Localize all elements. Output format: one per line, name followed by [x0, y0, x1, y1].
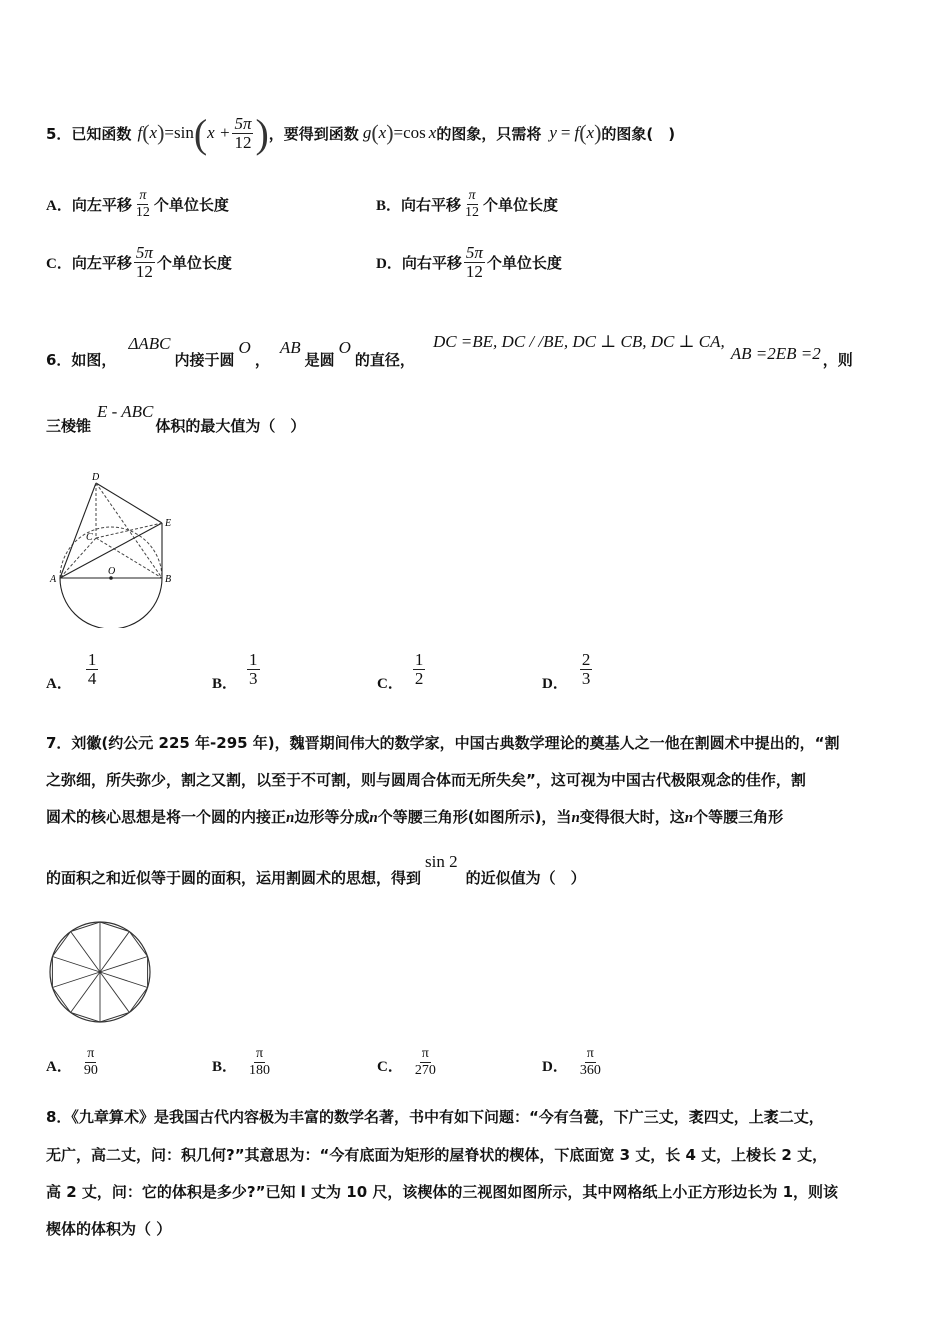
q5-stem: [46, 108, 675, 158]
q5-mid: ，要得到函数: [268, 124, 359, 143]
q5-option-c-den: 12: [135, 262, 153, 281]
q6-option-a-label: A．: [46, 676, 72, 692]
q6-option-c-label: C．: [377, 676, 403, 692]
q7-option-d-label: D．: [542, 1059, 568, 1075]
q5-bigparen-left: (: [193, 110, 208, 156]
q6-option-b[interactable]: [212, 646, 262, 693]
q5-option-c-pre: 向左平移: [71, 254, 132, 272]
q5-option-b-frac: [463, 188, 481, 221]
q6-segment-de: [96, 483, 162, 523]
q7-option-c-den: 270: [414, 1063, 436, 1078]
q6-line2-pre: 三棱锥: [46, 417, 92, 435]
q7-n: n: [369, 810, 378, 826]
q7-line4-a: 的面积之和近似等于圆的面积，运用割圆术的思想，得到: [46, 869, 422, 887]
q5-x: x: [149, 123, 158, 142]
q5-end: 的图象( ): [601, 124, 676, 143]
q5-paren: ): [386, 120, 394, 145]
q6-segment-ca: [60, 538, 96, 578]
q5-frac-num: 5π: [234, 113, 252, 133]
q6-O2: O: [338, 338, 351, 357]
q5-eq-sin: =sin: [164, 123, 194, 142]
q6-option-b-den: 3: [249, 669, 258, 688]
q5-option-d-den: 12: [465, 262, 483, 281]
q6-pyramid: E - ABC: [97, 402, 154, 421]
q6-option-c[interactable]: [377, 646, 427, 693]
q5-paren: ): [157, 120, 165, 145]
q5-option-b-den: 12: [465, 205, 480, 220]
q7-spoke: [100, 972, 148, 988]
q6-option-d-label: D．: [542, 676, 568, 692]
q8-line3: 高 2 丈，问：它的体积是多少?”已知 l 丈为 10 尺，该楔体的三视图如图所示，其中网格纸上小正方形边长为 1，则该: [46, 1183, 839, 1201]
q7-line2: 之弥细，所失弥少，割之又割，以至于不可割，则与圆周合体而无所失矣”，这可视为中国古代极限观念的佳作，割: [46, 771, 806, 789]
q5-bigparen-right: ): [255, 110, 269, 156]
q7-option-a-den: 90: [83, 1063, 98, 1078]
q5-option-c-post: 个单位长度: [156, 254, 232, 272]
q7-option-d-num: π: [586, 1046, 594, 1061]
q6-option-a-num: 1: [87, 650, 97, 669]
q6-stem-line1: [46, 328, 853, 370]
q5-option-a[interactable]: [46, 188, 229, 221]
q6-conditions: DC =BE, DC / /BE, DC ⊥ CB, DC ⊥ CA,: [432, 332, 725, 351]
q5-option-b-num: π: [468, 188, 476, 203]
q5-paren: ): [594, 120, 602, 145]
q6-figure: [40, 468, 190, 628]
q7-spoke: [52, 957, 100, 973]
q5-f2-x: x: [586, 123, 595, 142]
q7-option-b-label: B．: [212, 1059, 238, 1075]
q7-spoke: [100, 957, 148, 973]
q6-segment-cb: [96, 538, 162, 578]
q7-option-b-den: 180: [249, 1063, 271, 1078]
q5-option-a-pre: 向左平移: [71, 196, 132, 214]
q5-option-a-post: 个单位长度: [153, 196, 229, 214]
q6-option-b-num: 1: [249, 650, 258, 669]
q6-stem-line2: [46, 400, 305, 436]
q5-option-d-frac: [464, 244, 485, 281]
q7-sin2: sin 2: [425, 852, 458, 871]
q6-option-a-den: 4: [87, 669, 97, 688]
q5-gx-x: x: [378, 123, 387, 142]
q7-option-c-num: π: [421, 1046, 429, 1061]
q7-option-d[interactable]: [542, 1046, 605, 1079]
q7-n: n: [286, 810, 295, 826]
q6-t1: 内接于圆: [174, 351, 235, 369]
q6-t2: 是圆: [304, 351, 335, 369]
q5-mid2: 的图象，只需将: [436, 124, 542, 143]
q6-option-d-den: 3: [581, 669, 591, 688]
q7-line3-b: 边形等分成: [294, 808, 370, 826]
q5-eq: =: [560, 123, 571, 142]
q7-line3-e: 个等腰三角形: [693, 808, 784, 826]
q6-comma: ，: [254, 351, 270, 369]
q6-option-c-num: 1: [414, 650, 424, 669]
q6-option-d[interactable]: [542, 646, 594, 693]
q5-option-c-label: C．: [46, 256, 72, 272]
q5-option-b-pre: 向右平移: [401, 196, 462, 214]
q7-spoke: [100, 932, 129, 973]
q7-spoke: [71, 972, 100, 1013]
q5-frac: [232, 115, 253, 152]
q7-figure: [46, 920, 156, 1030]
q6-option-a-frac: [86, 651, 99, 688]
q5-xplus: x +: [207, 123, 231, 142]
q6-circle-lower: [60, 578, 162, 628]
q6-option-c-frac: [413, 651, 426, 688]
q5-frac-den: 12: [234, 132, 252, 152]
q7-option-a[interactable]: [46, 1046, 102, 1079]
q5-paren: (: [142, 120, 150, 145]
q6-triangle: ΔABC: [128, 334, 171, 353]
q5-option-a-label: A．: [46, 198, 72, 214]
q5-f2: f: [574, 123, 580, 142]
q7-option-b-num: π: [255, 1046, 264, 1061]
q5-paren: (: [371, 120, 379, 145]
q7-spoke: [100, 972, 129, 1013]
q5-y: y: [549, 123, 557, 142]
q5-option-b-label: B．: [376, 198, 402, 214]
q7-option-a-num: π: [87, 1046, 95, 1061]
q6-option-d-frac: [580, 651, 593, 688]
q8-line4: 楔体的体积为（ ）: [46, 1220, 172, 1238]
q7-option-d-den: 360: [579, 1063, 601, 1078]
q6-option-b-label: B．: [212, 676, 238, 692]
q5-option-d-post: 个单位长度: [486, 254, 562, 272]
q8-line2: 无广，高二丈，问：积几何?”其意思为：“今有底面为矩形的屋脊状的楔体，下底面宽 3 丈，长 4 丈，上棱长 2 丈，: [46, 1146, 828, 1164]
q5-eq-cos: =cos: [393, 123, 426, 142]
q5-g: g: [362, 123, 372, 142]
q6-label-o: O: [108, 566, 116, 577]
q5-option-b[interactable]: [376, 188, 558, 221]
q6-option-b-frac: [247, 651, 260, 688]
q6-option-a[interactable]: [46, 646, 100, 693]
q5-option-a-den: 12: [135, 205, 150, 220]
q6-number: 6．如图，: [46, 351, 117, 369]
q6-label-d: D: [92, 472, 100, 483]
q5-option-a-num: π: [139, 188, 147, 203]
q6-option-c-den: 2: [414, 669, 424, 688]
q7-option-c-label: C．: [377, 1059, 403, 1075]
q6-label-b: B: [165, 574, 172, 585]
q7-spoke: [71, 932, 100, 973]
q5-paren: (: [579, 120, 587, 145]
q6-label-a: A: [50, 574, 57, 585]
q5-cos-x: x: [428, 123, 437, 142]
q5-option-c-num: 5π: [135, 243, 153, 262]
q7-line3-c: 个等腰三角形(如图所示)，当: [377, 808, 572, 826]
q5-option-d-label: D．: [376, 256, 402, 272]
q7-line4: [46, 852, 586, 888]
q6-segment-db: [96, 483, 162, 578]
q6-t3: 的直径，: [354, 351, 415, 369]
q5-f: f: [137, 123, 143, 142]
q5-option-d[interactable]: [376, 244, 562, 281]
q6-t4: ，则: [822, 351, 853, 369]
q7-option-d-frac: [578, 1046, 603, 1079]
q6-segment-ad: [60, 483, 96, 578]
q7-option-b[interactable]: [212, 1046, 274, 1079]
q7-line3-a: 圆术的核心思想是将一个圆的内接正: [46, 808, 287, 826]
q8-line1: 8．《九章算术》是我国古代内容极为丰富的数学名著，书中有如下问题：“今有刍甍，下广三丈，袤四丈，上袤二丈，: [46, 1108, 824, 1126]
q5-option-a-frac: [134, 188, 152, 221]
q6-label-e: E: [165, 518, 172, 529]
q7-spoke: [52, 972, 100, 988]
q7-line3-d: 变得很大时，这: [579, 808, 685, 826]
q6-line2-post: 体积的最大值为（ ）: [155, 417, 306, 435]
q6-AB: AB: [279, 338, 301, 357]
q6-label-c: C: [86, 532, 93, 543]
q7-option-b-frac: [247, 1046, 272, 1079]
q7-option-a-label: A．: [46, 1059, 72, 1075]
q5-number: 5．已知函数: [46, 124, 132, 143]
q7-line1: 7．刘徽(约公元 225 年-295 年)，魏晋期间伟大的数学家，中国古典数学理论的奠基人之一他在割圆术中提出的，“割: [46, 734, 840, 752]
q7-line4-b: 的近似值为（ ）: [465, 869, 586, 887]
q5-option-c[interactable]: [46, 244, 232, 281]
q7-n: n: [684, 810, 694, 826]
q7-option-c-frac: [413, 1046, 438, 1079]
q7-line3: [46, 806, 783, 827]
q5-option-c-frac: [134, 244, 155, 281]
q7-n: n: [571, 810, 580, 826]
q5-option-b-post: 个单位长度: [483, 196, 559, 214]
q5-option-d-num: 5π: [465, 243, 483, 262]
q5-option-d-pre: 向右平移: [401, 254, 462, 272]
q7-option-a-frac: [82, 1046, 100, 1079]
q6-O: O: [238, 338, 251, 357]
q6-conditions2: AB =2EB =2: [730, 344, 821, 363]
q7-option-c[interactable]: [377, 1046, 440, 1079]
q6-option-d-num: 2: [581, 650, 591, 669]
